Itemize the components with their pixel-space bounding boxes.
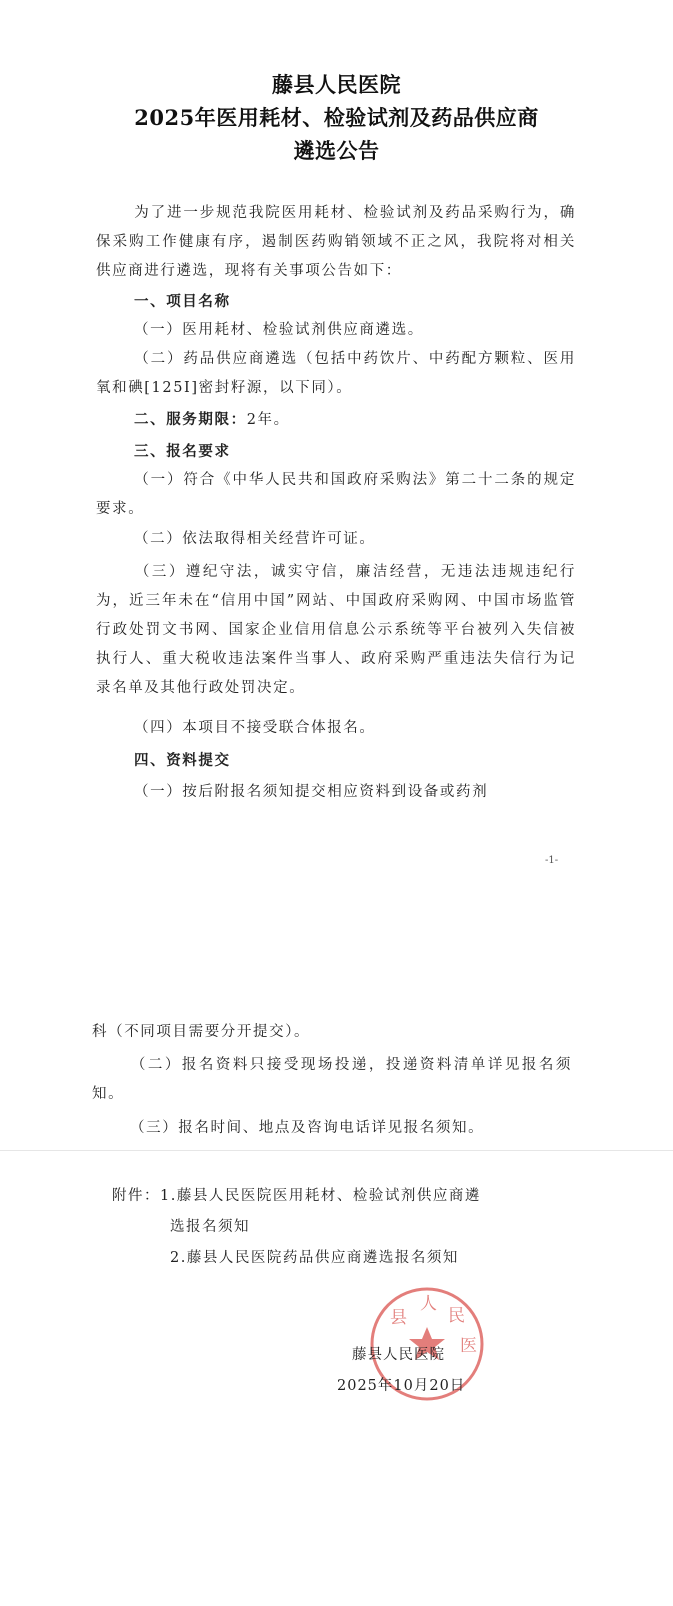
section1-item-1: （一）医用耗材、检验试剂供应商遴选。 bbox=[134, 322, 424, 338]
page-divider bbox=[0, 1150, 673, 1151]
section3-item-3: （三）遵纪守法，诚实守信，廉洁经营，无违法违规违纪行为，近三年未在“信用中国”网站、中国政府采购网、中国市场监管行政处罚文书网、国家企业信用信息公示系统等平台被列入失信被执行人、重大税收违法案件当事人、政府采购严重违法失信行为记录名单及其他行政处罚决定。 bbox=[96, 564, 576, 696]
section1-heading: 一、项目名称 bbox=[134, 293, 231, 310]
svg-text:县: 县 bbox=[390, 1308, 407, 1328]
attachment-2: 2.藤县人民医院药品供应商遴选报名须知 bbox=[170, 1250, 459, 1266]
attachment-1-continued: 选报名须知 bbox=[170, 1219, 250, 1235]
attachment-1: 1.藤县人民医院医用耗材、检验试剂供应商遴 bbox=[160, 1188, 481, 1204]
svg-text:人: 人 bbox=[420, 1294, 437, 1314]
svg-text:民: 民 bbox=[448, 1306, 465, 1326]
section4-heading: 四、资料提交 bbox=[134, 752, 231, 769]
section4-item-2: （二）报名资料只接受现场投递，投递资料清单详见报名须知。 bbox=[92, 1057, 572, 1102]
intro-paragraph: 为了进一步规范我院医用耗材、检验试剂及药品采购行为，确保采购工作健康有序，遏制医药购销领域不正之风，我院将对相关供应商进行遴选，现将有关事项公告如下： bbox=[96, 205, 576, 279]
document-title bbox=[0, 68, 673, 167]
signing-date: 2025年10月20日 bbox=[337, 1378, 466, 1394]
title-announcement: 遴选公告 bbox=[293, 138, 380, 163]
section1-item-2: （二）药品供应商遴选（包括中药饮片、中药配方颗粒、医用氧和碘[125I]密封籽源，以下同）。 bbox=[96, 351, 576, 396]
signing-organization: 藤县人民医院 bbox=[352, 1347, 445, 1363]
section3-item-2: （二）依法取得相关经营许可证。 bbox=[134, 531, 376, 547]
attachments-label: 附件： bbox=[112, 1188, 160, 1204]
attachments bbox=[112, 1181, 582, 1274]
page-number: -1- bbox=[545, 855, 559, 866]
section4-item-1-part1: （一）按后附报名须知提交相应资料到设备或药剂 bbox=[134, 784, 489, 800]
section2-value: 2年。 bbox=[246, 412, 290, 428]
section4-item-1-part2: 科（不同项目需要分开提交）。 bbox=[92, 1024, 311, 1040]
section2-heading: 二、服务期限： bbox=[134, 411, 247, 428]
svg-text:医: 医 bbox=[460, 1336, 477, 1356]
section2 bbox=[96, 405, 576, 435]
section4-item-3: （三）报名时间、地点及咨询电话详见报名须知。 bbox=[130, 1120, 485, 1136]
section3-item-1: （一）符合《中华人民共和国政府采购法》第二十二条的规定要求。 bbox=[96, 472, 576, 517]
title-subject: 2025年医用耗材、检验试剂及药品供应商 bbox=[134, 105, 539, 130]
section3-heading: 三、报名要求 bbox=[134, 443, 231, 460]
title-hospital-name: 藤县人民医院 bbox=[272, 72, 401, 97]
section3-item-4: （四）本项目不接受联合体报名。 bbox=[134, 720, 376, 736]
